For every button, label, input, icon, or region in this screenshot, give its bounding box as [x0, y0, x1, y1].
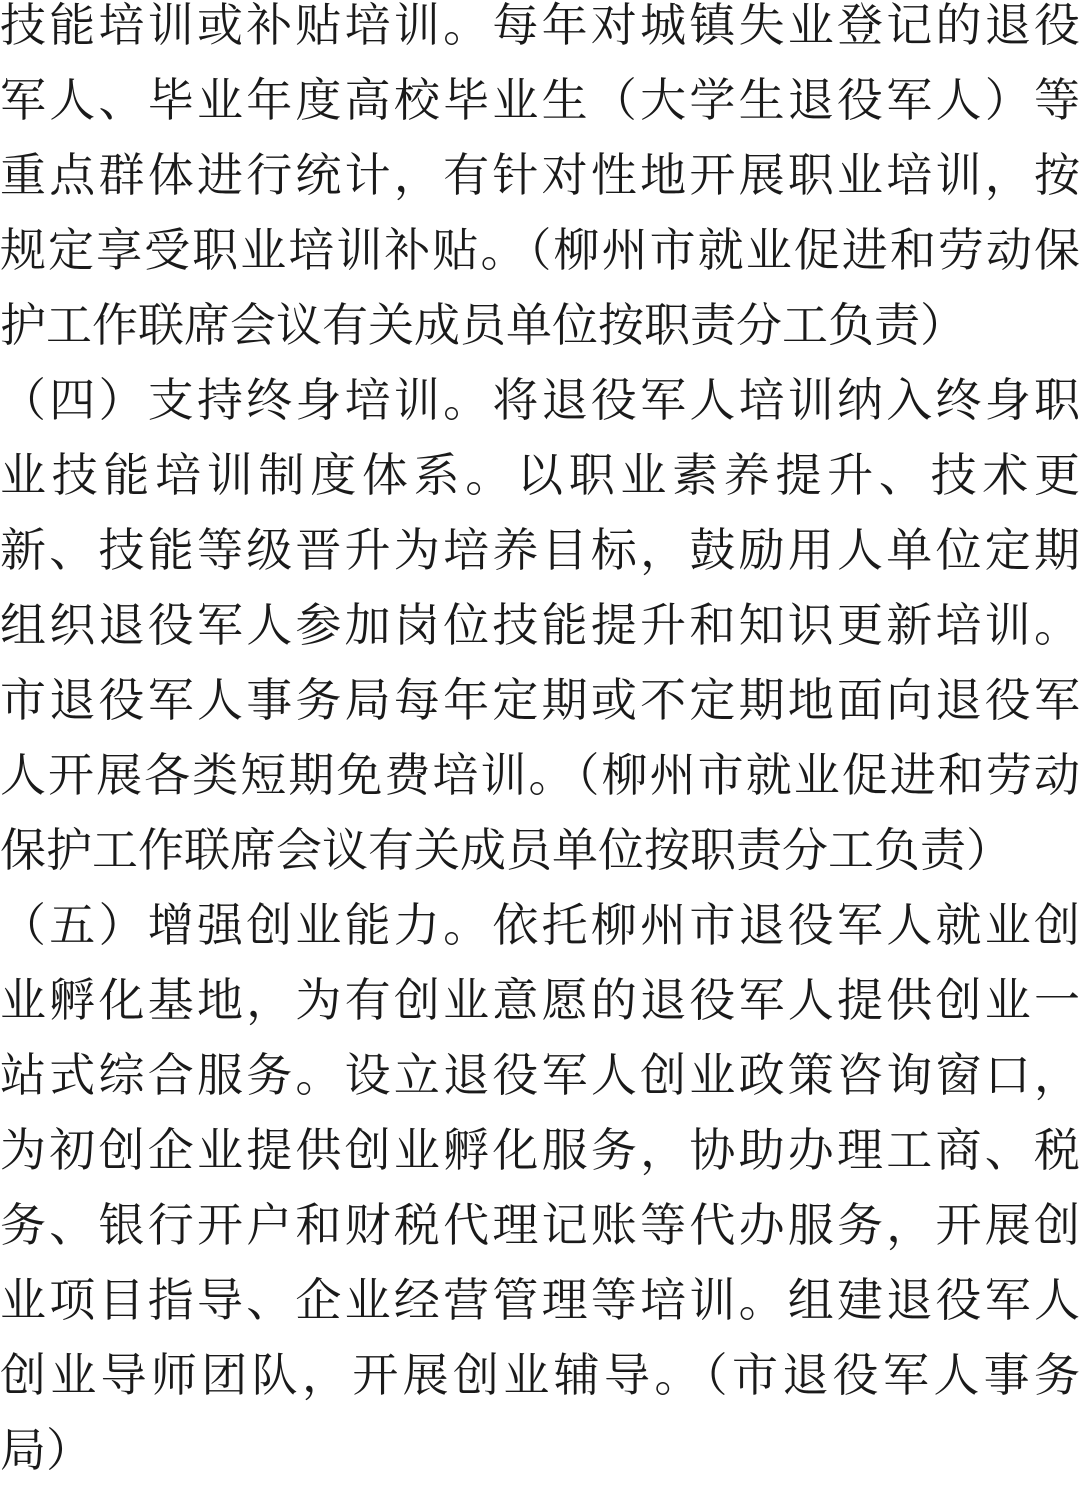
section-heading-line: （五）增强创业能力。依托柳州市退役军人就业创: [0, 898, 1080, 952]
text-line: 组织退役军人参加岗位技能提升和知识更新培训。: [0, 598, 1080, 652]
text-line: 务、银行开户和财税代理记账等代办服务，开展创: [0, 1198, 1080, 1252]
text-line: 重点群体进行统计，有针对性地开展职业培训，按: [0, 148, 1080, 202]
text-line: 业技能培训制度体系。以职业素养提升、技术更: [0, 448, 1080, 502]
text-line: 护工作联席会议有关成员单位按职责分工负责）: [0, 298, 966, 352]
text-line: 新、技能等级晋升为培养目标，鼓励用人单位定期: [0, 523, 1080, 577]
text-line: 技能培训或补贴培训。每年对城镇失业登记的退役: [0, 0, 1080, 52]
text-line: 站式综合服务。设立退役军人创业政策咨询窗口，: [0, 1048, 1080, 1102]
section-heading-line: （四）支持终身培训。将退役军人培训纳入终身职: [0, 373, 1080, 427]
text-line: 规定享受职业培训补贴。（柳州市就业促进和劳动保: [0, 223, 1080, 277]
text-line: 人开展各类短期免费培训。（柳州市就业促进和劳动: [0, 748, 1080, 802]
text-line: 业孵化基地，为有创业意愿的退役军人提供创业一: [0, 973, 1080, 1027]
text-line: 为初创企业提供创业孵化服务，协助办理工商、税: [0, 1123, 1080, 1177]
text-line: 保护工作联席会议有关成员单位按职责分工负责）: [0, 823, 1012, 877]
text-line: 市退役军人事务局每年定期或不定期地面向退役军: [0, 673, 1080, 727]
text-line: 业项目指导、企业经营管理等培训。组建退役军人: [0, 1273, 1080, 1327]
text-line: 军人、毕业年度高校毕业生（大学生退役军人）等: [0, 73, 1080, 127]
text-line: 创业导师团队，开展创业辅导。（市退役军人事务: [0, 1348, 1080, 1402]
text-line: 局）: [0, 1423, 92, 1477]
